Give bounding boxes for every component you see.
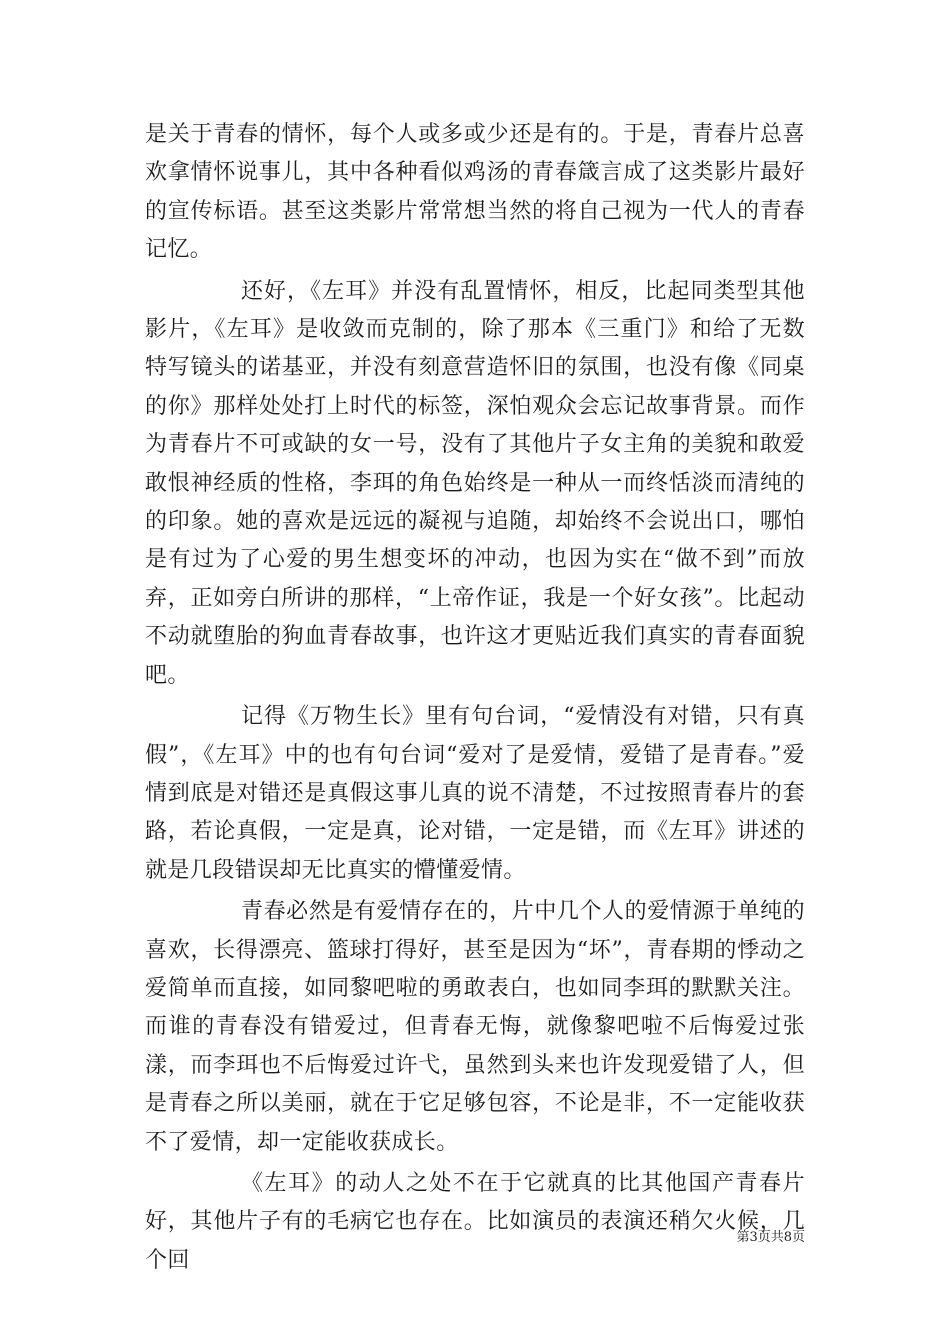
paragraph-5: 《左耳》的动人之处不在于它就真的比其他国产青春片好，其他片子有的毛病它也存在。比如演员的表演还稍欠火候，几个回 <box>145 1170 805 1273</box>
paragraph-3: 记得《万物生长》里有句台词，“爱情没有对错，只有真假”，《左耳》中的也有句台词“爱对了是爱情，爱错了是青春。”爱情到底是对错还是真假这事儿真的说不清楚，不过按照青春片的套路，若论真假，一定是真，论对错，一定是错，而《左耳》讲述的就是几段错误却无比真实的懵懂爱情。 <box>145 704 805 883</box>
document-body <box>145 116 805 1280</box>
paragraph-2: 还好，《左耳》并没有乱置情怀，相反，比起同类型其他影片，《左耳》是收敛而克制的，除了那本《三重门》和给了无数特写镜头的诺基亚，并没有刻意营造怀旧的氛围，也没有像《同桌的你》那样处处打上时代的标签，深怕观众会忘记故事背景。而作为青春片不可或缺的女一号，没有了其他片子女主角的美貌和敢爱敢恨神经质的性格，李珥的角色始终是一种从一而终恬淡而清纯的的印象。她的喜欢是远远的凝视与追随，却始终不会说出口，哪怕是有过为了心爱的男生想变坏的冲动，也因为实在“做不到”而放弃，正如旁白所讲的那样，“上帝作证，我是一个好女孩”。比起动不动就堕胎的狗血青春故事，也许这才更贴近我们真实的青春面貌吧。 <box>145 278 805 688</box>
paragraph-1: 是关于青春的情怀，每个人或多或少还是有的。于是，青春片总喜欢拿情怀说事儿，其中各种看似鸡汤的青春箴言成了这类影片最好的宣传标语。甚至这类影片常常想当然的将自己视为一代人的青春记忆。 <box>145 122 805 263</box>
page-number: 第3页共8页 <box>736 1230 805 1245</box>
paragraph-4: 青春必然是有爱情存在的，片中几个人的爱情源于单纯的喜欢，长得漂亮、篮球打得好，甚至是因为“坏”，青春期的悸动之爱简单而直接，如同黎吧啦的勇敢表白，也如同李珥的默默关注。而谁的青春没有错爱过，但青春无悔，就像黎吧啦不后悔爱过张漾，而李珥也不后悔爱过许弋，虽然到头来也许发现爱错了人，但是青春之所以美丽，就在于它足够包容，不论是非，不一定能收获不了爱情，却一定能收获成长。 <box>145 899 805 1155</box>
